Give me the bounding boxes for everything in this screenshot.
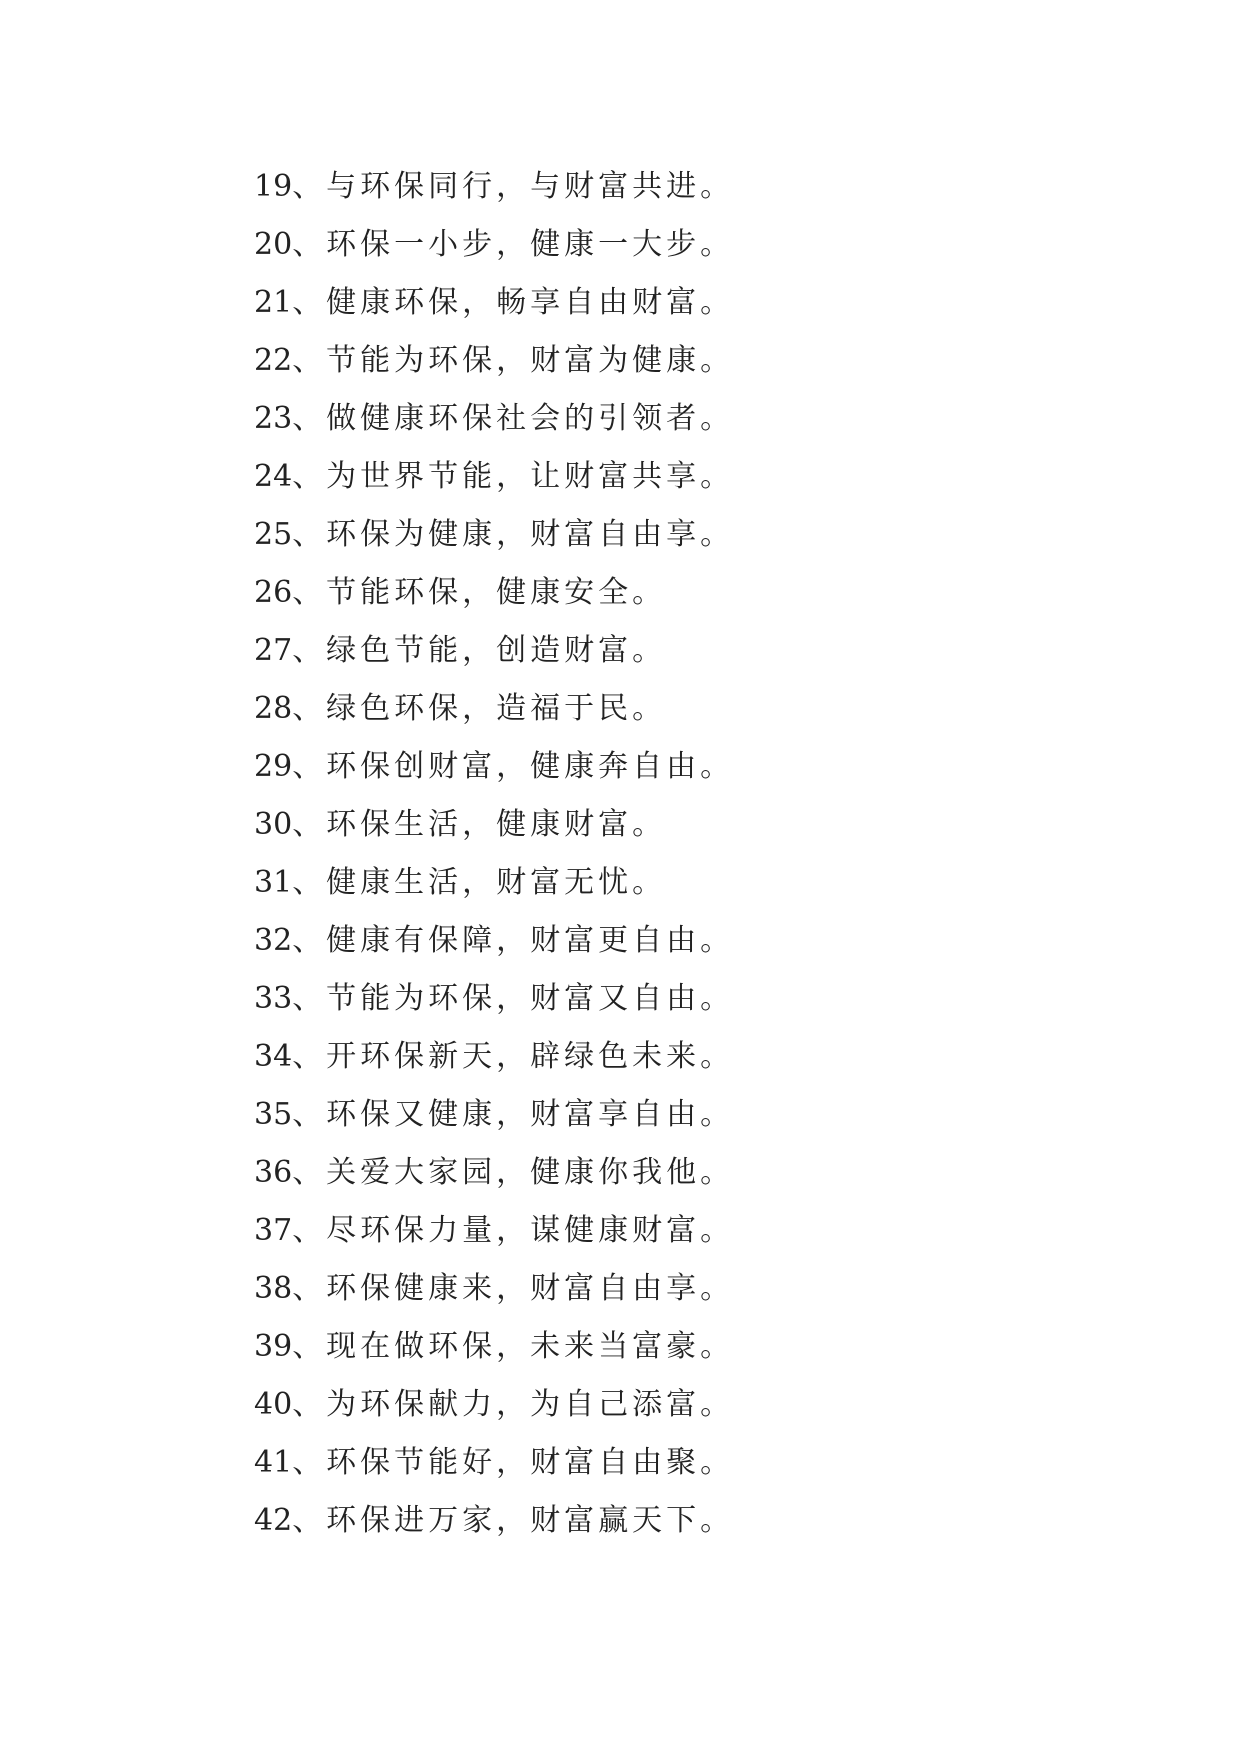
slogan-line (254, 506, 734, 564)
slogan-text: 、环保创财富，健康奔自由。 (292, 749, 735, 784)
slogan-text: 、尽环保力量，谋健康财富。 (292, 1213, 735, 1248)
slogan-text: 、健康生活，财富无忧。 (292, 865, 667, 900)
slogan-text: 、与环保同行，与财富共进。 (292, 169, 735, 204)
slogan-number: 26 (254, 575, 293, 610)
slogan-line (254, 622, 734, 680)
slogan-text: 、绿色环保，造福于民。 (292, 691, 667, 726)
slogan-number: 33 (254, 981, 293, 1016)
slogan-text: 、环保节能好，财富自由聚。 (292, 1445, 735, 1480)
slogan-line (254, 158, 734, 216)
slogan-line (254, 1376, 734, 1434)
slogan-text: 、环保健康来，财富自由享。 (292, 1271, 735, 1306)
slogan-line (254, 216, 734, 274)
slogan-text: 、环保为健康，财富自由享。 (292, 517, 735, 552)
slogan-number: 38 (254, 1271, 293, 1306)
slogan-line (254, 970, 734, 1028)
slogan-number: 42 (254, 1503, 293, 1538)
slogan-number: 28 (254, 691, 293, 726)
slogan-text: 、环保进万家，财富赢天下。 (292, 1503, 735, 1538)
slogan-text: 、关爱大家园，健康你我他。 (292, 1155, 735, 1190)
slogan-line (254, 854, 734, 912)
slogan-text: 、绿色节能，创造财富。 (292, 633, 667, 668)
slogan-text: 、为世界节能，让财富共享。 (292, 459, 735, 494)
slogan-line (254, 1318, 734, 1376)
slogan-line (254, 796, 734, 854)
slogan-text: 、为环保献力，为自己添富。 (292, 1387, 735, 1422)
slogan-line (254, 1434, 734, 1492)
slogan-number: 34 (254, 1039, 293, 1074)
slogan-number: 41 (254, 1445, 293, 1480)
slogan-number: 30 (254, 807, 293, 842)
slogan-line (254, 912, 734, 970)
slogan-text: 、开环保新天，辟绿色未来。 (292, 1039, 735, 1074)
slogan-number: 21 (254, 285, 293, 320)
slogan-text: 、环保又健康，财富享自由。 (292, 1097, 735, 1132)
slogan-number: 20 (254, 227, 293, 262)
slogan-number: 31 (254, 865, 293, 900)
slogan-line (254, 390, 734, 448)
slogan-line (254, 1202, 734, 1260)
slogan-number: 23 (254, 401, 293, 436)
slogan-text: 、健康有保障，财富更自由。 (292, 923, 735, 958)
slogan-number: 29 (254, 749, 293, 784)
slogan-line (254, 274, 734, 332)
slogan-number: 35 (254, 1097, 293, 1132)
slogan-line (254, 1260, 734, 1318)
slogan-line (254, 1492, 734, 1550)
slogan-number: 39 (254, 1329, 293, 1364)
slogan-text: 、现在做环保，未来当富豪。 (292, 1329, 735, 1364)
slogan-number: 25 (254, 517, 293, 552)
slogan-number: 32 (254, 923, 293, 958)
slogan-number: 22 (254, 343, 293, 378)
slogan-text: 、节能环保，健康安全。 (292, 575, 667, 610)
slogan-text: 、做健康环保社会的引领者。 (292, 401, 735, 436)
slogan-line (254, 738, 734, 796)
slogan-line (254, 1144, 734, 1202)
slogan-number: 19 (254, 169, 293, 204)
slogan-text: 、环保一小步，健康一大步。 (292, 227, 735, 262)
slogan-line (254, 1086, 734, 1144)
slogan-text: 、节能为环保，财富又自由。 (292, 981, 735, 1016)
slogan-line (254, 564, 734, 622)
slogan-number: 24 (254, 459, 293, 494)
slogan-number: 40 (254, 1387, 293, 1422)
slogan-line (254, 1028, 734, 1086)
slogan-text: 、健康环保，畅享自由财富。 (292, 285, 735, 320)
slogan-line (254, 680, 734, 738)
slogan-line (254, 332, 734, 390)
slogan-number: 36 (254, 1155, 293, 1190)
slogan-number: 27 (254, 633, 293, 668)
slogan-text: 、环保生活，健康财富。 (292, 807, 667, 842)
slogan-list (254, 158, 734, 1550)
slogan-number: 37 (254, 1213, 293, 1248)
slogan-text: 、节能为环保，财富为健康。 (292, 343, 735, 378)
slogan-line (254, 448, 734, 506)
